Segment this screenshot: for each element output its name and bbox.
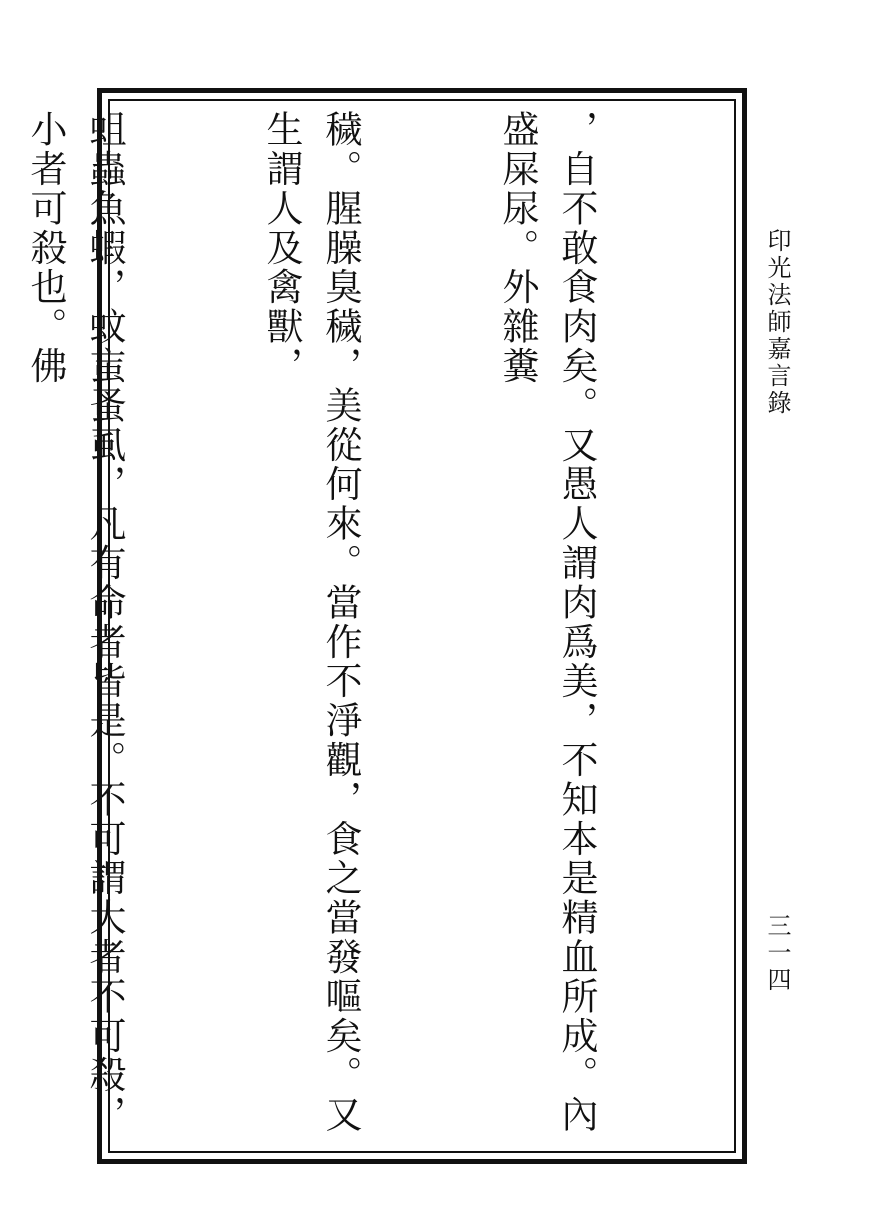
page-number: 三一四 xyxy=(763,913,791,994)
body-text xyxy=(24,110,724,1140)
text-column: 蛆蟲魚蝦，蚊䖟蚤虱，凡有命者皆是。不可謂大者不可殺，小者可殺也。佛 xyxy=(24,110,126,1135)
text-column: ，自不敢食肉矣。又愚人謂肉爲美，不知本是精血所成。內盛屎尿。外雜糞 xyxy=(496,110,598,1135)
text-column: 穢。腥臊臭穢，美從何來。當作不淨觀，食之當發嘔矣。又生謂人及禽獸， xyxy=(260,110,362,1135)
book-title: 印光法師嘉言錄 xyxy=(763,228,791,417)
